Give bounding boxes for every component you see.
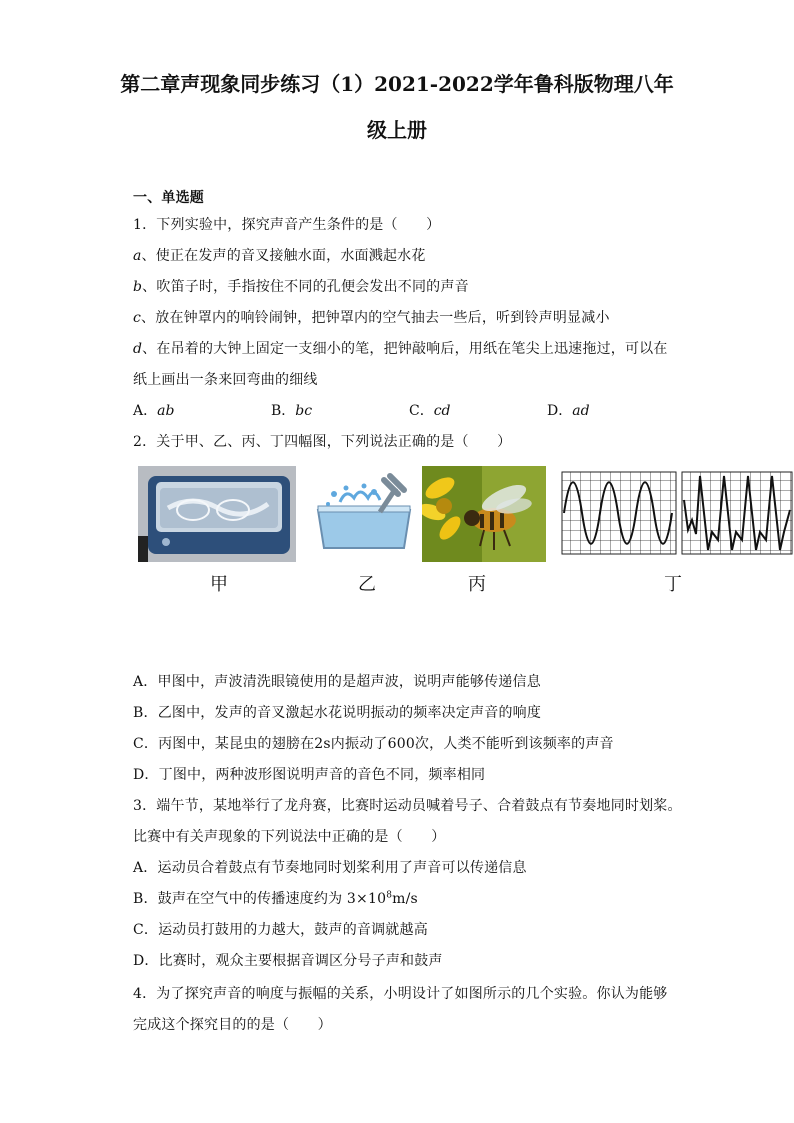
q1-option-b[interactable]: B．bc [271,403,313,419]
q3-option-b[interactable]: B．鼓声在空气中的传播速度约为 $3\times 10^8m/s$ [133,890,418,907]
q1-item-b: b、吹笛子时，手指按住不同的孔便会发出不同的声音 [133,279,469,295]
ultrasonic-cleaner-image [138,466,296,562]
q1-item-d: d、在吊着的大钟上固定一支细小的笔，把钟敲响后，用纸在笔尖上迅速拖过，可以在 [133,341,668,357]
q2-option-a[interactable]: A．甲图中，声波清洗眼镜使用的是超声波，说明声能够传递信息 [133,674,541,690]
page-title-line2: 级上册 [367,118,427,142]
q4-stem-line2: 完成这个探究目的的是（ ） [133,1017,332,1033]
q1-option-a[interactable]: A．ab [133,403,175,419]
caption-bing: 丙 [468,574,486,595]
q1-stem: 1．下列实验中，探究声音产生条件的是（ ） [133,217,441,233]
q3-option-a[interactable]: A．运动员合着鼓点有节奏地同时划桨利用了声音可以传递信息 [133,860,527,876]
q2-option-b[interactable]: B．乙图中，发声的音叉激起水花说明振动的频率决定声音的响度 [133,705,542,721]
page-title-line1: 第二章声现象同步练习（1）2021-2022学年鲁科版物理八年 [120,72,674,96]
tuning-fork-water-image [310,466,418,562]
q2-option-d[interactable]: D．丁图中，两种波形图说明声音的音色不同，频率相同 [133,767,486,783]
q1-item-a: a、使正在发声的音叉接触水面，水面溅起水花 [133,248,426,264]
q1-item-d-cont: 纸上画出一条来回弯曲的细线 [133,372,318,388]
q2-option-c[interactable]: C．丙图中，某昆虫的翅膀在2s内振动了600次，人类不能听到该频率的声音 [133,736,614,752]
section-heading: 一、单选题 [133,190,204,206]
bee-flower-image [422,466,546,562]
q3-stem-line1: 3．端午节，某地举行了龙舟赛，比赛时运动员喊着号子、合着鼓点有节奏地同时划桨。 [133,798,682,814]
q1-option-d[interactable]: D．ad [547,403,590,419]
q1-option-c[interactable]: C．cd [409,403,451,419]
caption-yi: 乙 [358,574,376,595]
caption-jia: 甲 [210,574,228,595]
q1-item-c: c、放在钟罩内的响铃闹钟，把钟罩内的空气抽去一些后，听到铃声明显减小 [133,310,610,326]
q2-stem: 2．关于甲、乙、丙、丁四幅图，下列说法正确的是（ ） [133,434,512,450]
q3-option-c[interactable]: C．运动员打鼓用的力越大，鼓声的音调就越高 [133,922,428,938]
waveform-graphs-image [560,470,794,566]
q4-stem-line1: 4．为了探究声音的响度与振幅的关系，小明设计了如图所示的几个实验。你认为能够 [133,986,668,1002]
caption-ding: 丁 [664,574,682,595]
q3-stem-line2: 比赛中有关声现象的下列说法中正确的是（ ） [133,829,446,845]
q3-option-d[interactable]: D．比赛时，观众主要根据音调区分号子声和鼓声 [133,953,443,969]
